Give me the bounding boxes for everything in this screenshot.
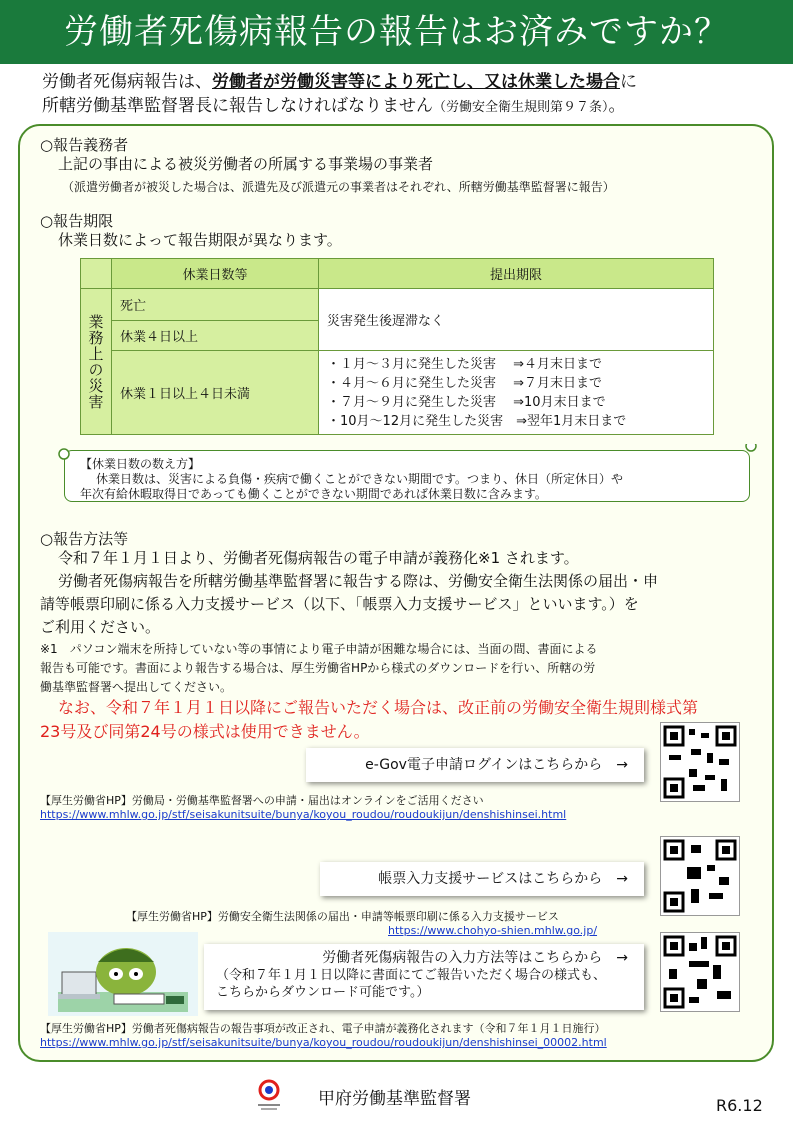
method-p2-3: ご利用ください。 (40, 618, 161, 636)
old-form-warning-2: 23号及び同第24号の様式は使用できません。 (40, 722, 370, 741)
method-p1: 令和７年１月１日より、労働者死傷病報告の電子申請が義務化※1 されます。 (58, 549, 579, 567)
table-deadline-quarterly (319, 351, 714, 435)
old-form-warning-1: なお、令和７年１月１日以降にご報告いただく場合は、改正前の労働安全衛生規則様式第 (58, 698, 699, 717)
report-method-link[interactable] (204, 944, 644, 1010)
report-method-link-note-2: こちらからダウンロード可能です。） (216, 985, 430, 1000)
deadline-table (80, 258, 714, 435)
table-row-death: 死亡 (112, 289, 319, 321)
intro-text: 。 (608, 96, 626, 116)
table-deadline-immediate: 災害発生後遅滞なく (319, 289, 714, 351)
egov-caption: 【厚生労働省HP】労働局・労働基準監督署への申請・届出はオンラインをご活用ください (40, 794, 484, 807)
method-p2-1: 労働者死傷病報告を所轄労働基準監督署に報告する際は、労働安全衛生法関係の届出・申 (58, 572, 659, 590)
table-header-days: 休業日数等 (112, 259, 319, 289)
table-row-1to4days: 休業１日以上４日未満 (112, 351, 319, 435)
chohyo-caption: 【厚生労働省HP】労働安全衛生法関係の届出・申請等帳票印刷に係る入力支援サービス (126, 910, 559, 923)
quarter-line: ・４月～６月に発生した災害 ⇒７月末日まで (327, 375, 603, 391)
intro-text: 労働者死傷病報告は、 (42, 72, 212, 92)
mascot-illustration (48, 932, 198, 1016)
section-reporter-text: 上記の事由による被災労働者の所属する事業場の事業者 (58, 155, 434, 173)
table-side-label: 業務上の災害 (81, 289, 112, 435)
section-method-heading: ○報告方法等 (40, 530, 129, 548)
method-p2-2: 請等帳票印刷に係る入力支援サービス（以下、「帳票入力支援サービス」といいます。）を (40, 595, 639, 613)
egov-login-link[interactable]: e-Gov電子申請ログインはこちらから → (306, 748, 644, 782)
chohyo-url-link[interactable]: https://www.chohyo-shien.mhlw.go.jp/ (388, 924, 598, 937)
method-note-1: ※1 パソコン端末を所持していない等の事情により電子申請が困難な場合には、当面の間、書面による (40, 642, 598, 656)
document-code: R6.12 (716, 1096, 763, 1115)
banner-title: 労働者死傷病報告の報告はお済みですか？ (0, 0, 793, 64)
section-deadline-text: 休業日数によって報告期限が異なります。 (58, 231, 342, 249)
counting-note-line-1: 休業日数は、災害による負傷・疾病で働くことができない期間です。つまり、休日（所定休日）や (96, 472, 624, 486)
method-note-3: 働基準監督署へ提出してください。 (40, 680, 233, 694)
report-method-caption: 【厚生労働省HP】労働者死傷病報告の報告事項が改正され、電子申請が義務化されます（令和７年１月１日施行） (40, 1022, 606, 1035)
section-reporter-note: （派遣労働者が被災した場合は、派遣先及び派遣元の事業者はそれぞれ、所轄労働基準監督署に報告） (62, 180, 615, 194)
chohyo-service-link[interactable]: 帳票入力支援サービスはこちらから → (320, 862, 644, 896)
section-reporter-heading: ○報告義務者 (40, 136, 129, 154)
intro-line-1 (42, 70, 762, 94)
quarter-line: ・７月～９月に発生した災害 ⇒10月末日まで (327, 394, 606, 410)
egov-url-link[interactable]: https://www.mhlw.go.jp/stf/seisakunitsuite/bunya/koyou_roudou/roudoukijun/denshishinsei.html (40, 808, 567, 821)
intro-line-2 (42, 94, 762, 120)
chohyo-qr-code[interactable] (660, 836, 740, 916)
quarter-line: ・10月～12月に発生した災害 ⇒翌年1月末日まで (327, 413, 627, 429)
report-method-qr-code[interactable] (660, 932, 740, 1012)
ministry-logo-icon (256, 1078, 282, 1112)
report-method-url-link[interactable]: https://www.mhlw.go.jp/stf/seisakunitsuite/bunya/koyou_roudou/roudoukijun/denshishinsei_00002.html (40, 1036, 607, 1049)
egov-qr-code[interactable] (660, 722, 740, 802)
table-corner (81, 259, 112, 289)
intro-rule-ref: （労働安全衛生規則第９７条） (433, 100, 609, 115)
counting-note-line-2: 年次有給休暇取得日であっても働くことができない期間であれば休業日数に含みます。 (80, 487, 547, 501)
method-note-2: 報告も可能です。書面により報告する場合は、厚生労働省HPから様式のダウンロードを行い、所轄の労 (40, 661, 596, 675)
report-method-link-label: 労働者死傷病報告の入力方法等はこちらから → (322, 950, 628, 966)
intro-emphasis: 労働者が労働災害等により死亡し、又は休業した場合 (212, 72, 620, 92)
intro-text: 所轄労働基準監督署長に報告しなければなりません (42, 96, 433, 116)
table-header-deadline: 提出期限 (319, 259, 714, 289)
quarter-line: ・１月～３月に発生した災害 ⇒４月末日まで (327, 356, 603, 372)
section-deadline-heading: ○報告期限 (40, 212, 114, 230)
report-method-link-note-1: （令和７年１月１日以降に書面にてご報告いただく場合の様式も、 (216, 968, 607, 983)
table-row-4days: 休業４日以上 (112, 321, 319, 351)
office-name: 甲府労働基準監督署 (318, 1089, 471, 1109)
intro-text: に (620, 72, 637, 92)
counting-note-title: 【休業日数の数え方】 (80, 457, 201, 471)
